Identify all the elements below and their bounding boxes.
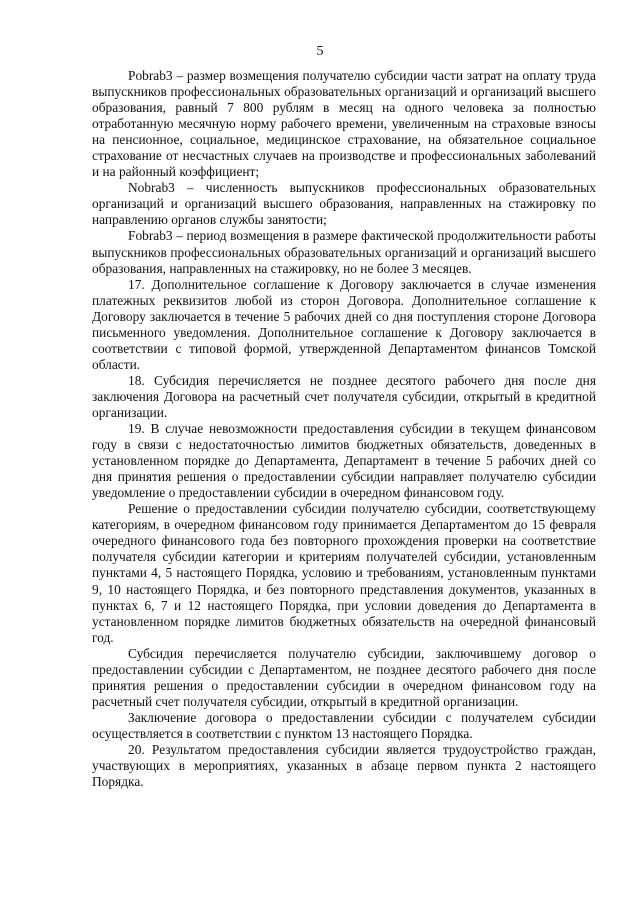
page-number: 5 xyxy=(316,44,324,59)
paragraph-pobrab3-definition: Pobrab3 – размер возмещения получателю субсидии части затрат на оплату труда выпускников профессиональных образовательных организаций и организаций высшего образования, равный 7 800 рублям в месяц на одного человека за полностью отработанную месячную норму рабочего времени, увеличенным на страховые взносы на пенсионное, социальное, медицинское страхование, на обязательное социальное страхование от несчастных случаев на производстве и профессиональных заболеваний и на районный коэффициент; xyxy=(92,68,596,180)
paragraph-clause-19-transfer: Субсидия перечисляется получателю субсидии, заключившему договор о предоставлении субсидии с Департаментом, не позднее десятого рабочего дня после принятия решения о предоставлении субсидии в очередном финансовом году на расчетный счет получателя субсидии, открытый в кредитной организации. xyxy=(92,645,596,709)
paragraph-clause-19-decision: Решение о предоставлении субсидии получателю субсидии, соответствующему категориям, в очередном финансовом году принимается Департаментом до 15 февраля очередного финансового года без повторного прохождения проверки на соответствие получателя субсидии категории и критериям получателей субсидии, установленным пунктами 4, 5 настоящего Порядка, условию и требованиям, установленным пунктами 9, 10 настоящего Порядка, и без повторного представления документов, указанных в пунктах 6, 7 и 12 настоящего Порядка, при условии доведения до Департамента в установленном порядке лимитов бюджетных обязательств на очередной финансовый год. xyxy=(92,501,596,645)
paragraph-clause-19-contract: Заключение договора о предоставлении субсидии с получателем субсидии осуществляется в соответствии с пунктом 13 настоящего Порядка. xyxy=(92,709,596,741)
paragraph-clause-19: 19. В случае невозможности предоставления субсидии в текущем финансовом году в связи с недостаточностью лимитов бюджетных обязательств, доведенных в установленном порядке до Департамента, Департамент в течение 5 рабочих дней со дня принятия решения о предоставлении субсидии направляет получателю субсидии уведомление о предоставлении субсидии в очередном финансовом году. xyxy=(92,421,596,501)
paragraph-clause-17: 17. Дополнительное соглашение к Договору заключается в случае изменения платежных реквизитов любой из сторон Договора. Дополнительное соглашение к Договору заключается в течение 5 рабочих дней со дня поступления стороне Договора письменного уведомления. Дополнительное соглашение к Договору заключается в соответствии с типовой формой, утвержденной Департаментом финансов Томской области. xyxy=(92,276,596,372)
paragraph-clause-20: 20. Результатом предоставления субсидии является трудоустройство граждан, участвующих в мероприятиях, указанных в абзаце первом пункта 2 настоящего Порядка. xyxy=(92,741,596,790)
paragraph-clause-18: 18. Субсидия перечисляется не позднее десятого рабочего дня после дня заключения Договора на расчетный счет получателя субсидии, открытый в кредитной организации. xyxy=(92,372,596,420)
paragraph-fobrab3-definition: Fobrab3 – период возмещения в размере фактической продолжительности работы выпускников профессиональных образовательных организаций и организаций высшего образования, направленных на стажировку, но не более 3 месяцев. xyxy=(92,228,596,276)
paragraph-nobrab3-definition: Nobrab3 – численность выпускников профессиональных образовательных организаций и организаций высшего образования, направленных на стажировку по направлению органов службы занятости; xyxy=(92,180,596,228)
document-body xyxy=(92,68,596,790)
